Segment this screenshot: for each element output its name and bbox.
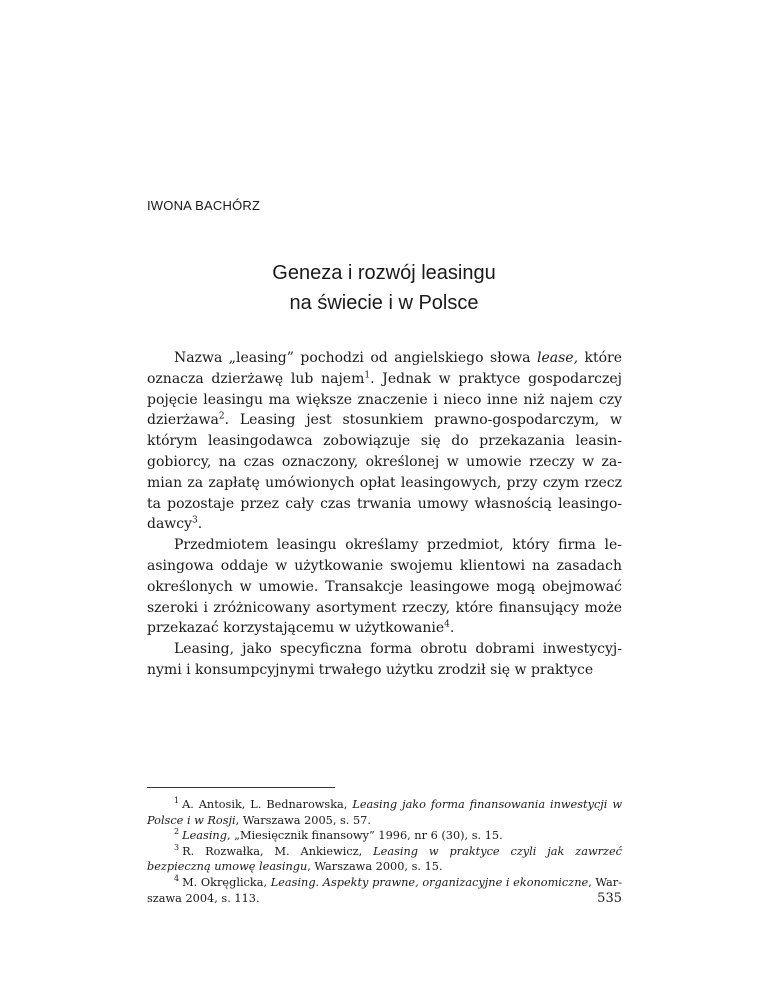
p2-text-b: . [449,620,455,637]
footnote-2 [147,828,622,844]
p1-text-c: . Jednak w praktyce gospodarczej pojęcie leasingu ma większe znaczenie i nieco inne niż najem czy dzierżawa [147,370,622,429]
footnote-text: A. Antosik, L. Bednarowska, [182,798,353,811]
p1-text-b: które oznacza dzierżawę lub najem [147,350,622,387]
paragraph-1 [147,348,622,535]
article-title [147,258,621,318]
footnote-ref-4: 4 [444,619,450,630]
footnote-ref-2: 2 [218,411,225,422]
p1-text-a: Nazwa „leasing” pochodzi od angielskiego słowa [174,350,537,366]
footnote-title: Leasing. Aspekty prawne, organizacyjne i ekonomiczne [270,875,589,889]
p2-text-a: Przedmiotem leasingu określamy przedmiot, który firma leasingowa oddaje w użytkowanie swojemu klientowi na zasadach określonych w umowie. Transakcje leasingowe mogą obejmować szeroki i zróżnicowany asortyment rzeczy, które finansujący może przekazać korzystającemu w użytkowanie [147,537,622,637]
footnote-1 [147,797,622,828]
article-body [147,348,622,681]
footnote-text: , Warszawa 2000, s. 15. [307,860,443,874]
footnotes [147,797,622,906]
footnote-text: , Warszawa 2004, s. 113. [147,875,622,905]
footnote-title: Leasing w praktyce czyli jak zawrzeć bezpieczną umowę leasingu [147,844,622,874]
footnote-text: M. Okręglicka, [182,875,271,889]
p1-text-d: . Leasing jest stosunkiem prawno-gospodarczym, w którym leasingodawca zobowiązuje się do przekazania leasingobiorcy, na czas oznaczony, określonej w umowie rzeczy w zamian za zapłatę umówionych opłat leasingowych, przy czym rzecz ta pozostaje przez cały czas trwania umowy własnością leasingodawcy [147,412,622,533]
footnote-text: , Warszawa 2005, s. 57. [235,813,371,827]
footnote-3 [147,844,622,875]
page-number: 535 [597,891,622,906]
footnote-ref-1: 1 [364,370,371,381]
footnote-title: Leasing [182,829,227,843]
p3-text-a: Leasing, jako specyficzna forma obrotu dobrami inwestycyjnymi i konsumpcyjnymi trwałego użytku zrodził się w praktyce [147,641,622,678]
footnote-number: 3 [174,843,180,853]
footnote-number: 1 [174,796,180,806]
author-name: IWONA BACHÓRZ [147,198,261,213]
footnote-number: 4 [174,874,180,884]
p1-term-lease: lease, [536,350,579,366]
paragraph-3 [147,639,622,681]
footnote-number: 2 [174,827,180,837]
footnote-text: R. Rozwałka, M. Ankiewicz, [182,844,374,858]
footnote-text: , „Miesięcznik finansowy” 1996, nr 6 (30), s. 15. [226,829,503,843]
title-line-1: Geneza i rozwój leasingu [272,262,496,284]
footnote-4 [147,875,622,906]
paragraph-2 [147,535,622,639]
footnote-ref-3: 3 [192,515,198,526]
p1-text-e: . [197,516,203,533]
title-line-2: na świecie i w Polsce [289,292,479,314]
footnote-separator [147,787,335,788]
footnote-title: Leasing jako forma finansowania inwestycji w Polsce i w Rosji [147,798,622,827]
